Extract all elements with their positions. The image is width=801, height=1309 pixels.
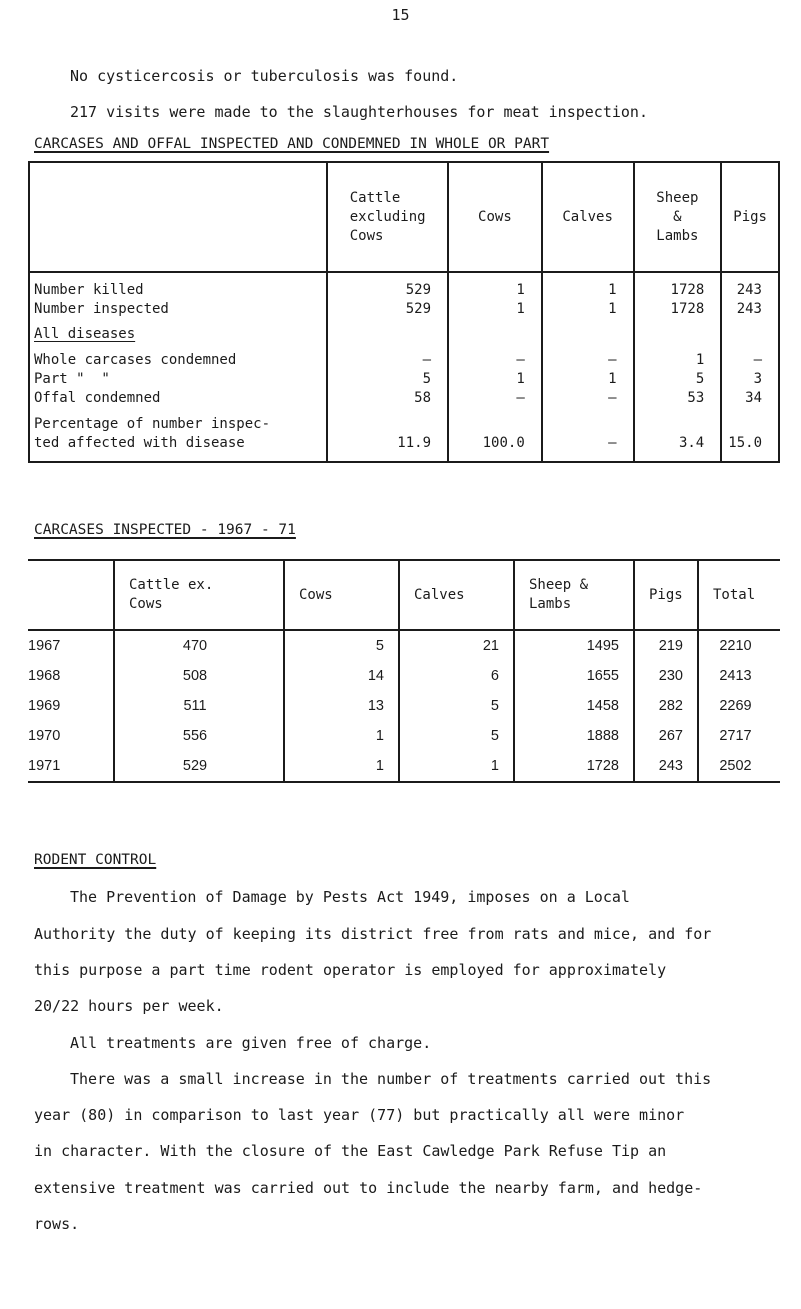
table-cell: 243 <box>634 751 698 782</box>
table-cell: 1458 <box>514 691 634 721</box>
carcases-offal-table <box>28 161 780 463</box>
table-cell: 1495 <box>514 630 634 661</box>
table-cell: 2717 <box>698 721 780 751</box>
table-cell: 1 <box>448 370 542 389</box>
header-sheep-lambs: Sheep & Lambs <box>656 189 699 244</box>
table-cell: – <box>448 351 542 370</box>
row-label <box>29 319 327 344</box>
table-cell: 1 <box>448 300 542 319</box>
table-cell: 5 <box>634 370 722 389</box>
table-cell: 5 <box>284 630 399 661</box>
table-row <box>29 319 779 344</box>
table-cell: 3 <box>721 370 779 389</box>
table-header-cell <box>698 560 780 630</box>
table-cell <box>721 319 779 344</box>
table-row <box>29 272 779 300</box>
table-spacer <box>29 408 779 415</box>
table-cell: 100.0 <box>448 434 542 462</box>
row-label: Offal condemned <box>34 390 161 406</box>
table-cell: 529 <box>327 272 448 300</box>
header-cattle: Cattle excluding Cows <box>349 189 426 244</box>
table-row <box>28 661 780 691</box>
header-total: Total <box>713 586 756 603</box>
table-cell: 556 <box>114 721 284 751</box>
table-cell: 508 <box>114 661 284 691</box>
table-cell: 1 <box>542 300 634 319</box>
table-cell: – <box>542 351 634 370</box>
table-cell: 2413 <box>698 661 780 691</box>
rodent-para1-line3: this purpose a part time rodent operator is employed for approximately <box>34 961 667 979</box>
header-cattle-ex-cows: Cattle ex. Cows <box>129 577 214 612</box>
table-header-cell <box>448 162 542 272</box>
table-cell: 267 <box>634 721 698 751</box>
table-cell <box>542 319 634 344</box>
table-cell: 34 <box>721 389 779 408</box>
rodent-para1-line2: Authority the duty of keeping its district free from rats and mice, and for <box>34 925 712 943</box>
year-cell: 1970 <box>28 727 61 744</box>
table-header-cell <box>542 162 634 272</box>
rodent-para3-line4: extensive treatment was carried out to include the nearby farm, and hedge- <box>34 1179 703 1197</box>
table-cell: 529 <box>114 751 284 782</box>
table-cell: 1 <box>542 370 634 389</box>
table-header-cell <box>514 560 634 630</box>
table-cell <box>634 319 722 344</box>
table-header-cell <box>29 162 327 272</box>
table-cell: 11.9 <box>327 434 448 462</box>
table-header-cell <box>28 560 114 630</box>
table-header-row <box>28 560 780 630</box>
table-cell <box>327 319 448 344</box>
table-cell: 14 <box>284 661 399 691</box>
intro-line-1: No cysticercosis or tuberculosis was found. <box>70 67 459 85</box>
rodent-para3-line5: rows. <box>34 1215 80 1233</box>
table-cell: 53 <box>634 389 722 408</box>
table-cell: 1 <box>542 272 634 300</box>
table-cell: 2269 <box>698 691 780 721</box>
year-cell: 1969 <box>28 697 61 714</box>
table-cell <box>634 415 722 434</box>
rodent-para2: All treatments are given free of charge. <box>70 1034 432 1052</box>
table-header-cell <box>327 162 448 272</box>
header-cows: Cows <box>478 208 512 225</box>
table-cell: – <box>327 351 448 370</box>
table-cell: – <box>542 389 634 408</box>
table-cell: – <box>721 351 779 370</box>
table-row <box>29 300 779 319</box>
intro-line-2: 217 visits were made to the slaughterhouses for meat inspection. <box>70 103 648 121</box>
table-cell: 529 <box>327 300 448 319</box>
header-pigs: Pigs <box>649 586 683 603</box>
row-label: Number inspected <box>34 301 169 317</box>
table-cell: 5 <box>399 691 514 721</box>
header-sheep-lambs: Sheep & Lambs <box>529 577 589 612</box>
table-cell: 58 <box>327 389 448 408</box>
rodent-para1-line4: 20/22 hours per week. <box>34 997 224 1015</box>
table-row <box>29 415 779 434</box>
table-cell: 1 <box>284 721 399 751</box>
table-cell: 219 <box>634 630 698 661</box>
header-cows: Cows <box>299 586 333 603</box>
row-label-all-diseases: All diseases <box>34 326 136 342</box>
rodent-para1-line1: The Prevention of Damage by Pests Act 1949, imposes on a Local <box>70 888 630 906</box>
rodent-para3-line1: There was a small increase in the number of treatments carried out this <box>70 1070 712 1088</box>
table-header-cell <box>114 560 284 630</box>
table-cell <box>327 415 448 434</box>
year-cell: 1968 <box>28 667 61 684</box>
table-cell <box>721 415 779 434</box>
table-row <box>29 434 779 462</box>
table-cell: 2502 <box>698 751 780 782</box>
table-cell: 1888 <box>514 721 634 751</box>
rodent-para3-line2: year (80) in comparison to last year (77) but practically all were minor <box>34 1106 685 1124</box>
table-cell <box>542 415 634 434</box>
table-cell: 1728 <box>634 272 722 300</box>
year-cell: 1971 <box>28 757 61 774</box>
table-cell: 2210 <box>698 630 780 661</box>
table-cell <box>448 319 542 344</box>
year-cell: 1967 <box>28 637 61 654</box>
table-cell: 6 <box>399 661 514 691</box>
rodent-para3-line3: in character. With the closure of the East Cawledge Park Refuse Tip an <box>34 1142 667 1160</box>
table-row <box>28 721 780 751</box>
table-cell: 243 <box>721 272 779 300</box>
table-cell: – <box>448 389 542 408</box>
table-cell: 21 <box>399 630 514 661</box>
carcases-inspected-table <box>28 559 780 783</box>
table-header-cell <box>721 162 779 272</box>
table-header-cell <box>284 560 399 630</box>
table-cell: 1728 <box>514 751 634 782</box>
table-header-cell <box>634 162 722 272</box>
table-row <box>28 751 780 782</box>
header-pigs: Pigs <box>733 208 767 225</box>
table-cell: 1728 <box>634 300 722 319</box>
page-number: 15 <box>391 6 410 24</box>
table-header-cell <box>399 560 514 630</box>
row-label: ted affected with disease <box>34 435 245 451</box>
table-cell: 13 <box>284 691 399 721</box>
table-cell: 243 <box>721 300 779 319</box>
table-header-cell <box>634 560 698 630</box>
table-cell: 1 <box>399 751 514 782</box>
table-cell: 15.0 <box>721 434 779 462</box>
table-row <box>29 370 779 389</box>
table-cell: 5 <box>399 721 514 751</box>
table-cell <box>448 415 542 434</box>
table-header-row <box>29 162 779 272</box>
table-cell: 1655 <box>514 661 634 691</box>
row-label: Part " " <box>34 371 110 387</box>
table-cell: – <box>542 434 634 462</box>
table-spacer <box>29 344 779 351</box>
row-label: Percentage of number inspec- <box>34 416 271 432</box>
table-row <box>29 389 779 408</box>
header-calves: Calves <box>414 586 465 603</box>
row-label: Number killed <box>34 282 144 298</box>
header-calves: Calves <box>562 208 613 225</box>
table-row <box>29 351 779 370</box>
table-cell: 1 <box>634 351 722 370</box>
table-row <box>28 630 780 661</box>
table-cell: 5 <box>327 370 448 389</box>
table-cell: 3.4 <box>634 434 722 462</box>
section-heading-carcases-inspected: CARCASES INSPECTED - 1967 - 71 <box>34 522 296 538</box>
table-cell: 1 <box>448 272 542 300</box>
table-cell: 470 <box>114 630 284 661</box>
table-row <box>28 691 780 721</box>
table-cell: 511 <box>114 691 284 721</box>
table-cell: 230 <box>634 661 698 691</box>
section-heading-carcases-offal: CARCASES AND OFFAL INSPECTED AND CONDEMNED IN WHOLE OR PART <box>34 136 550 152</box>
section-heading-rodent-control: RODENT CONTROL <box>34 852 157 868</box>
table-cell: 1 <box>284 751 399 782</box>
table-cell: 282 <box>634 691 698 721</box>
row-label: Whole carcases condemned <box>34 352 237 368</box>
